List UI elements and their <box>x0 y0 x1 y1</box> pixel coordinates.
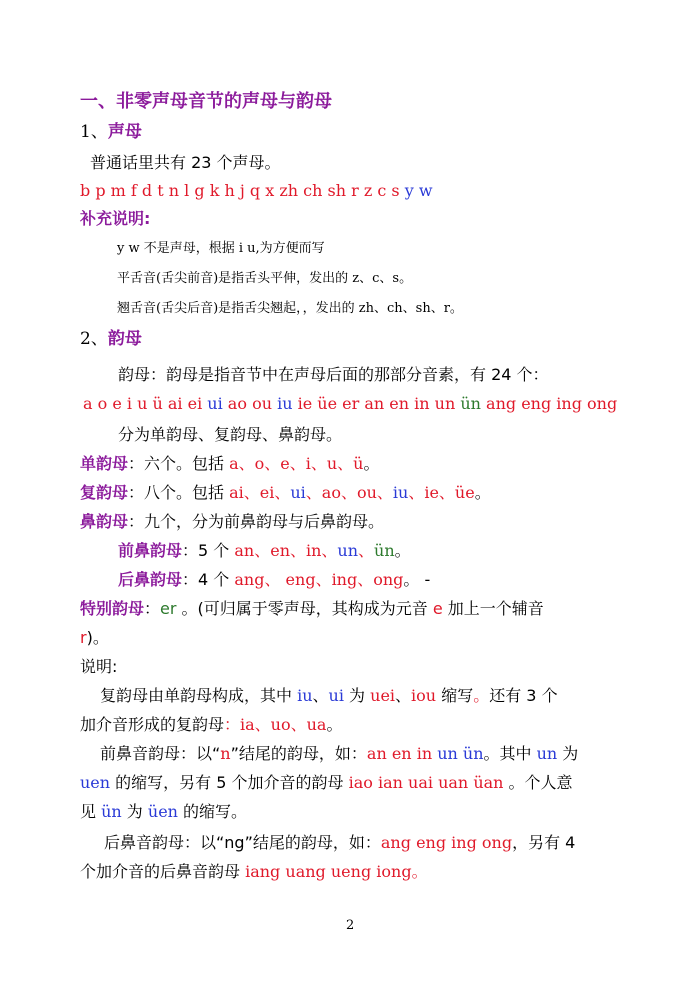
text-run: 个加介音的后鼻音韵母 <box>80 862 246 881</box>
yunmu-intro: 韵母：韵母是指音节中在声母后面的那部分音素，有 24 个： <box>118 365 549 384</box>
text-run: 。 <box>326 715 343 734</box>
end: 。 <box>394 541 411 560</box>
text-run: un <box>337 541 359 560</box>
text-run: iao ian uai uan üan <box>348 773 504 792</box>
label: 前鼻韵母 <box>118 541 183 560</box>
text-run: ün <box>460 394 481 413</box>
paragraph-line <box>80 772 573 794</box>
text-run: ：ia、uo、ua <box>224 715 327 734</box>
paragraph-line <box>80 714 342 736</box>
text-run: uen <box>80 773 111 792</box>
end: 。 <box>363 454 380 473</box>
text: 加上一个辅音 <box>442 599 544 618</box>
end: 。 <box>474 483 491 502</box>
supplement-line: 翘舌音(舌尖后音)是指舌尖翘起，，发出的 zh、ch、sh、r。 <box>117 301 463 316</box>
text-run: an en in <box>366 744 438 763</box>
text-run: 见 <box>80 802 102 821</box>
text-run: 为 <box>557 744 579 763</box>
text-run: ui <box>207 394 223 413</box>
text-run: 前鼻音韵母：以“ <box>100 744 221 763</box>
er: er <box>160 599 177 618</box>
label: 后鼻韵母 <box>118 570 183 589</box>
text: 。(可归属于零声母，其构成为元音 <box>176 599 433 618</box>
text-run: ang eng ing ong <box>380 833 513 852</box>
end: 。 - <box>403 570 431 589</box>
paragraph-line <box>100 743 578 765</box>
tebie-yunmu <box>80 598 544 620</box>
explanation-title: 说明: <box>80 657 118 676</box>
text-run: un ün <box>437 744 484 763</box>
r: r <box>80 628 87 647</box>
text-run: un <box>536 744 558 763</box>
tebie-yunmu-cont <box>80 627 109 649</box>
text-run: uei <box>370 686 396 705</box>
dan-yunmu <box>80 453 380 475</box>
paragraph-line <box>104 832 575 854</box>
text-run: iu <box>277 394 293 413</box>
heading-shengmu <box>80 121 142 143</box>
text: ：九个，分为前鼻韵母与后鼻韵母。 <box>128 512 385 531</box>
bi-yunmu <box>80 511 384 533</box>
e: e <box>432 599 443 618</box>
text-run: ang eng ing ong <box>480 394 618 413</box>
text-run: an、en、in、 <box>234 541 338 560</box>
text: ：六个。包括 <box>128 454 230 473</box>
text: ：八个。包括 <box>128 483 230 502</box>
text-run: 加介音形成的复韵母 <box>80 715 225 734</box>
shengmu-intro: 普通话里共有 23 个声母。 <box>90 153 281 172</box>
text-run: 、 <box>358 541 375 560</box>
text: ：4 个 <box>182 570 235 589</box>
items <box>229 483 475 502</box>
text-run: y w <box>404 181 433 200</box>
text-run: ”结尾的韵母，如： <box>230 744 367 763</box>
text-run: 。个人意 <box>503 773 573 792</box>
text-run: b p m f d t n l g k h j q x zh ch sh r z c s <box>80 181 405 200</box>
text-run: 后鼻音韵母：以“ng”结尾的韵母，如： <box>104 833 381 852</box>
yunmu-list <box>83 393 617 415</box>
text-run: 为 <box>343 686 371 705</box>
fu-yunmu <box>80 482 491 504</box>
text: ：5 个 <box>182 541 235 560</box>
items <box>229 454 363 473</box>
text-run: iou <box>411 686 437 705</box>
text-run: 。 <box>473 686 490 705</box>
text-run: ，另有 4 <box>512 833 576 852</box>
hou-bi-yunmu <box>118 569 430 591</box>
paragraph-line <box>80 801 247 823</box>
paragraph-line <box>100 685 558 707</box>
text-run: n <box>220 744 231 763</box>
supplement-line: y w 不是声母，根据 i u,为方便而写 <box>117 241 325 256</box>
label: 复韵母 <box>80 483 129 502</box>
label: 单韵母 <box>80 454 129 473</box>
page-number: 2 <box>346 918 355 933</box>
text-run: ang、 eng、ing、ong <box>234 570 404 589</box>
text-run: iu <box>392 483 409 502</box>
text-run: 复韵母由单韵母构成，其中 <box>100 686 298 705</box>
text-run: ün <box>101 802 122 821</box>
heading-yunmu <box>80 328 142 350</box>
text-run: ie üe er an en in un <box>292 394 461 413</box>
text-run: ui <box>290 483 306 502</box>
label: 特别韵母 <box>80 599 145 618</box>
shengmu-list <box>80 180 433 202</box>
text-run: 的缩写，另有 5 个加介音的韵母 <box>110 773 349 792</box>
text-run: 为 <box>121 802 148 821</box>
heading-number: 2、 <box>80 329 108 349</box>
text-run: a o e i u ü ai ei <box>83 394 208 413</box>
text: ： <box>144 599 161 618</box>
items <box>234 570 403 589</box>
text-run: 、ie、üe <box>408 483 475 502</box>
supplement-title: 补充说明: <box>80 209 151 228</box>
text-run: ui <box>328 686 344 705</box>
text-run: 还有 3 个 <box>489 686 558 705</box>
text-run: iu <box>297 686 313 705</box>
text-run: ün <box>374 541 395 560</box>
text-run: 。其中 <box>483 744 537 763</box>
text-run: 。 <box>411 862 428 881</box>
paragraph-line <box>80 861 428 883</box>
label: 鼻韵母 <box>80 512 129 531</box>
text-run: 、ao、ou、 <box>305 483 393 502</box>
section-title: 一、非零声母音节的声母与韵母 <box>80 91 332 112</box>
supplement-line: 平舌音(舌尖前音)是指舌头平伸，发出的 z、c、s。 <box>117 271 413 286</box>
text: )。 <box>86 628 109 647</box>
qian-bi-yunmu <box>118 540 411 562</box>
heading-label: 韵母 <box>107 329 142 349</box>
items <box>234 541 394 560</box>
text-run: 、 <box>395 686 412 705</box>
heading-number: 1、 <box>80 122 108 142</box>
text-run: üen <box>147 802 178 821</box>
heading-label: 声母 <box>107 122 142 142</box>
text-run: 缩写 <box>436 686 474 705</box>
text-run: 的缩写。 <box>177 802 248 821</box>
text-run: ao ou <box>222 394 278 413</box>
yunmu-split: 分为单韵母、复韵母、鼻韵母。 <box>118 425 343 444</box>
text-run: a、o、e、i、u、ü <box>229 454 364 473</box>
text-run: iang uang ueng iong <box>245 862 412 881</box>
text-run: 、 <box>312 686 329 705</box>
text-run: ai、ei、 <box>229 483 291 502</box>
